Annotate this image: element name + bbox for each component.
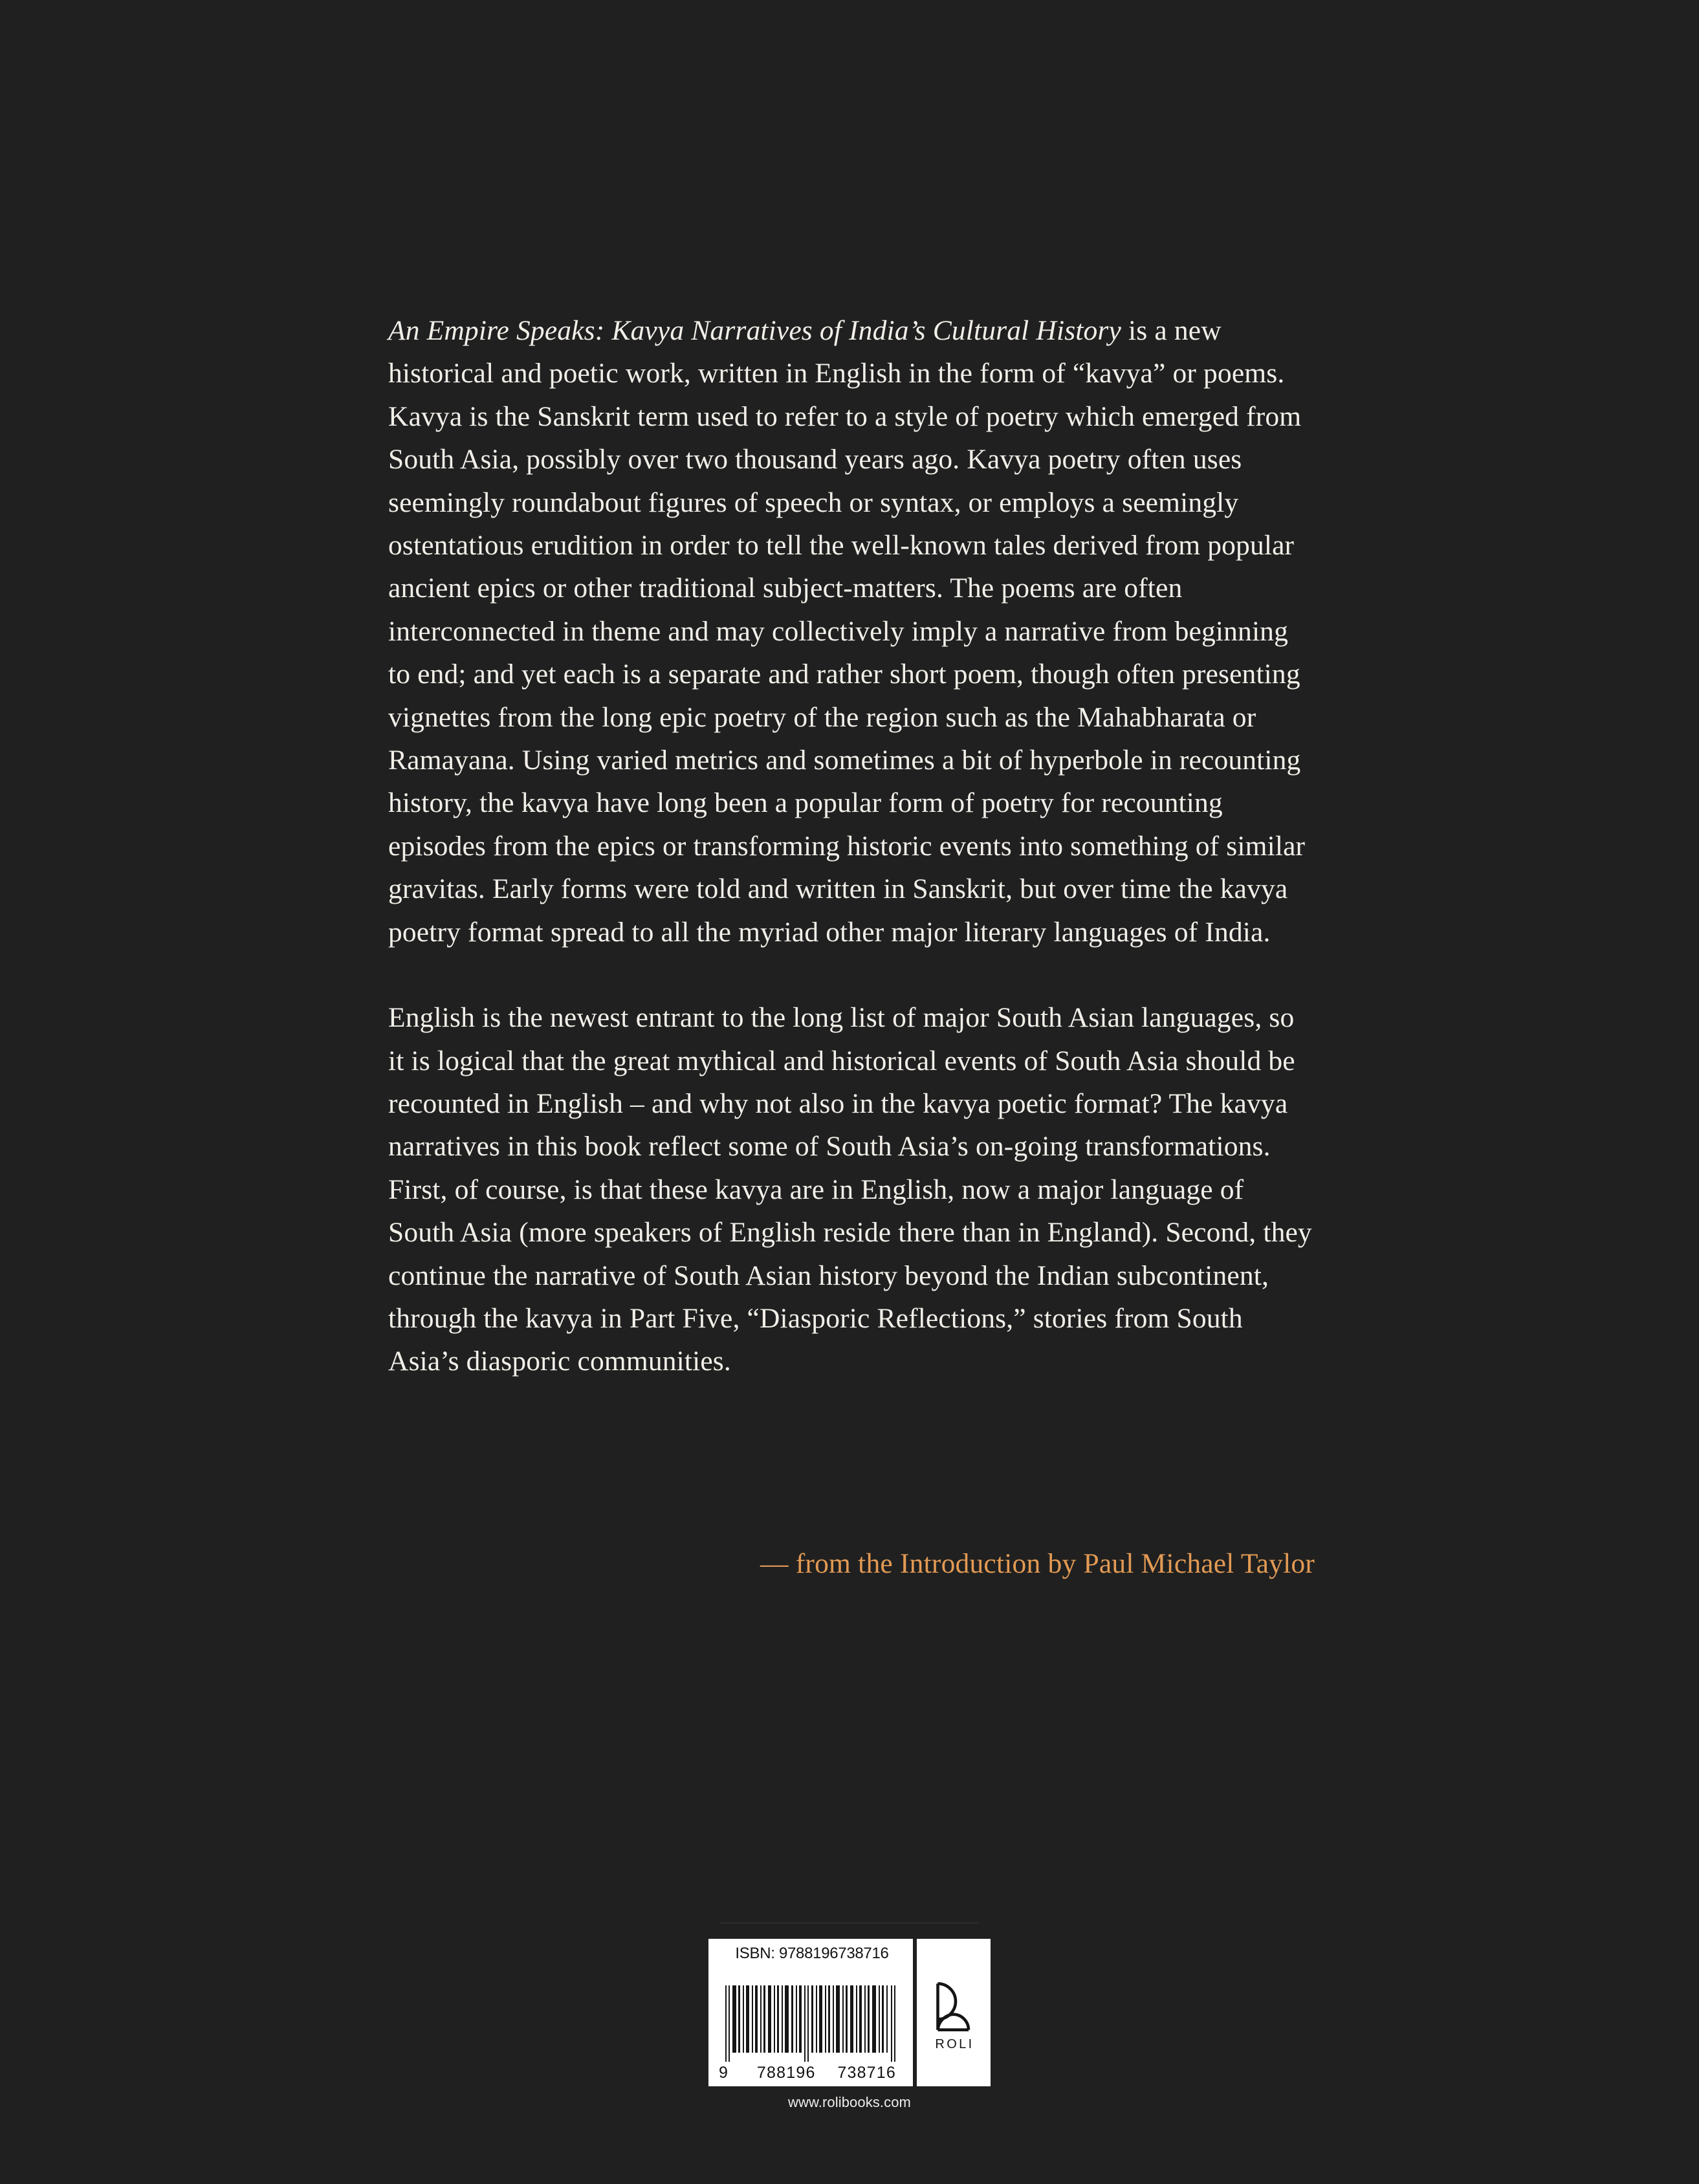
book-title-italic: An Empire Speaks: Kavya Narratives of India’s Cultural History — [388, 315, 1121, 346]
barcode-panel — [708, 1939, 991, 2086]
barcode-right-group: 738716 — [837, 2064, 896, 2082]
isbn-number-label: ISBN: 9788196738716 — [735, 1945, 889, 1962]
barcode-lead-digit: 9 — [719, 2064, 729, 2082]
roli-r-mark-icon — [935, 1982, 972, 2031]
blurb-paragraph-2 — [388, 996, 1315, 1383]
blurb-paragraph-2-body: English is the newest entrant to the long list of major South Asian languages, so it is logical that the great mythical and historical events of South Asia should be recounted in English – and why not also in the kavya poetic format? The kavya narratives in this book reflect some of South Asia’s on-going transformations. First, of course, is that these kavya are in English, now a major language of South Asia (more speakers of English reside there than in England). Second, they continue the narrative of South Asian history beyond the Indian subcontinent, through the kavya in Part Five, “Diasporic Reflections,” stories from South Asia’s diasporic communities. — [388, 1002, 1312, 1377]
barcode-bars-icon — [725, 1985, 901, 2062]
publisher-footer — [0, 1923, 1699, 2111]
barcode-digit-row — [716, 2065, 905, 2082]
blurb-text-block — [388, 309, 1315, 1383]
blurb-paragraph-1-body: is a new historical and poetic work, written in English in the form of “kavya” or poems. Kavya is the Sanskrit term used to refer to a style of poetry which emerged from South Asia, possibly over two thousand years ago. Kavya poetry often uses seemingly roundabout figures of speech or syntax, or employs a seemingly ostentatious erudition in order to tell the well-known tales derived from popular ancient epics or other traditional subject-matters. The poems are often interconnected in theme and may collectively imply a narrative from beginning to end; and yet each is a separate and rather short poem, though often presenting vignettes from the long epic poetry of the region such as the Mahabharata or Ramayana. Using varied metrics and sometimes a bit of hyperbole in recounting history, the kavya have long been a popular form of poetry for recounting episodes from the epics or transforming historic events into something of similar gravitas. Early forms were told and written in Sanskrit, but over time the kavya poetry format spread to all the myriad other major literary languages of India. — [388, 315, 1306, 948]
publisher-logo-block — [917, 1939, 991, 2086]
isbn-barcode-block — [708, 1939, 913, 2086]
blurb-paragraph-1 — [388, 309, 1315, 954]
publisher-name: ROLI — [935, 2037, 974, 2051]
introduction-attribution: — from the Introduction by Paul Michael Taylor — [760, 1548, 1315, 1579]
barcode-left-group: 788196 — [756, 2064, 816, 2082]
publisher-website: www.rolibooks.com — [788, 2094, 911, 2110]
